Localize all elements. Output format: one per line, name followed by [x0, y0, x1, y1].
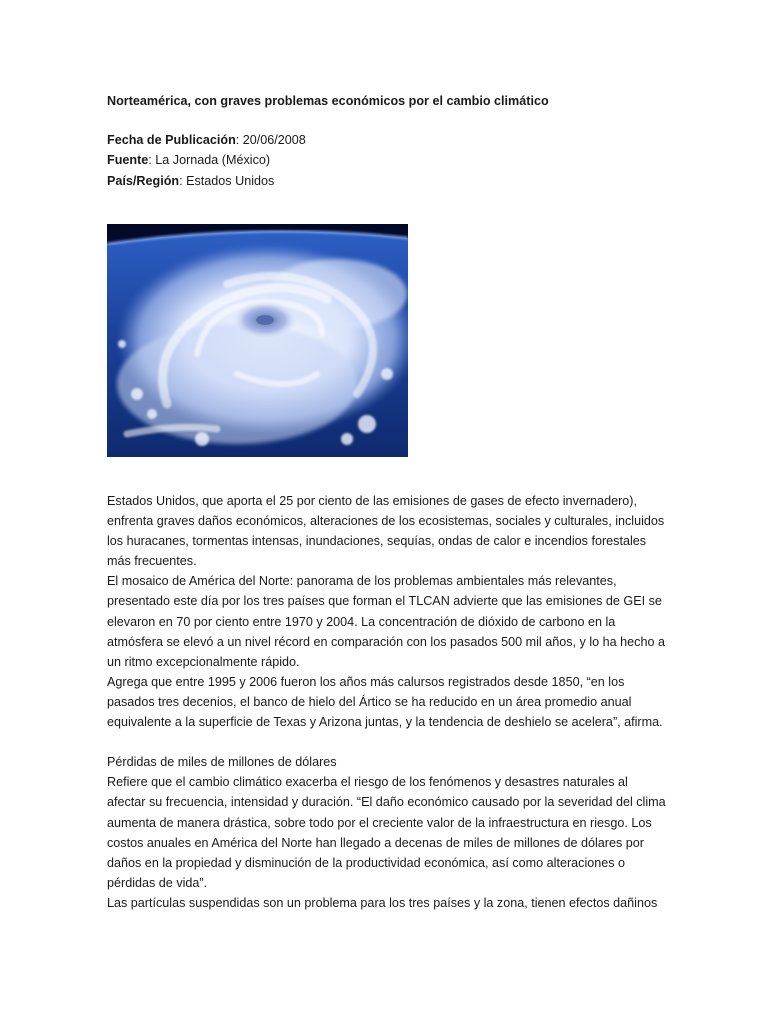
publication-date-value: : 20/06/2008: [235, 133, 306, 147]
paragraph: Las partículas suspendidas son un problema para los tres países y la zona, tienen efectos dañinos: [107, 895, 658, 910]
paragraph: Agrega que entre 1995 y 2006 fueron los años más calursos registrados desde 1850, “en los pasados tres decenios, el banco de hielo del Ártico se ha reducido en un área promedio anual equivalente a la superficie de Texas y Arizona juntas, y la tendencia de deshielo se acelera”, afirma.: [107, 674, 663, 730]
region-label: País/Región: [107, 173, 180, 188]
source-line: [107, 150, 306, 170]
article-metadata: [107, 130, 306, 191]
paragraph: Refiere que el cambio climático exacerba el riesgo de los fenómenos y desastres naturales al afectar su frecuencia, intensidad y duración. “El daño económico causado por la severidad del clima aumenta de manera drástica, sobre todo por el creciente valor de la infraestructura en riesgo. Los costos anuales en América del Norte han llegado a decenas de miles de millones de dólares por daños en la propiedad y disminución de la productividad económica, así como alteraciones o pérdidas de vida”.: [107, 775, 666, 890]
publication-date-line: [107, 130, 306, 150]
section-subheading: Pérdidas de miles de millones de dólares: [107, 755, 337, 770]
hurricane-satellite-image: [107, 224, 408, 457]
region-value: : Estados Unidos: [179, 173, 275, 188]
paragraph-spacer: [107, 732, 667, 752]
article-body: [107, 491, 667, 913]
paragraph: El mosaico de América del Norte: panorama de los problemas ambientales más relevantes, presentado este día por los tres países que forman el TLCAN advierte que las emisiones de GEI se elevaron en 70 por ciento entre 1970 y 2004. La concentración de dióxido de carbono en la atmósfera se elevó a un nivel récord en comparación con los pasados 500 mil años, y lo ha hecho a un ritmo excepcionalmente rápido.: [107, 574, 665, 669]
publication-date-label: Fecha de Publicación: [107, 133, 236, 147]
source-label: Fuente: [107, 153, 149, 168]
article-title: Norteamérica, con graves problemas económicos por el cambio climático: [107, 94, 549, 108]
source-value: : La Jornada (México): [148, 153, 271, 168]
paragraph: Estados Unidos, que aporta el 25 por ciento de las emisiones de gases de efecto invernadero), enfrenta graves daños económicos, alteraciones de los ecosistemas, sociales y culturales, incluidos los huracanes, tormentas intensas, inundaciones, sequías, ondas de calor e incendios forestales más frecuentes.: [107, 494, 665, 569]
region-line: [107, 171, 306, 191]
